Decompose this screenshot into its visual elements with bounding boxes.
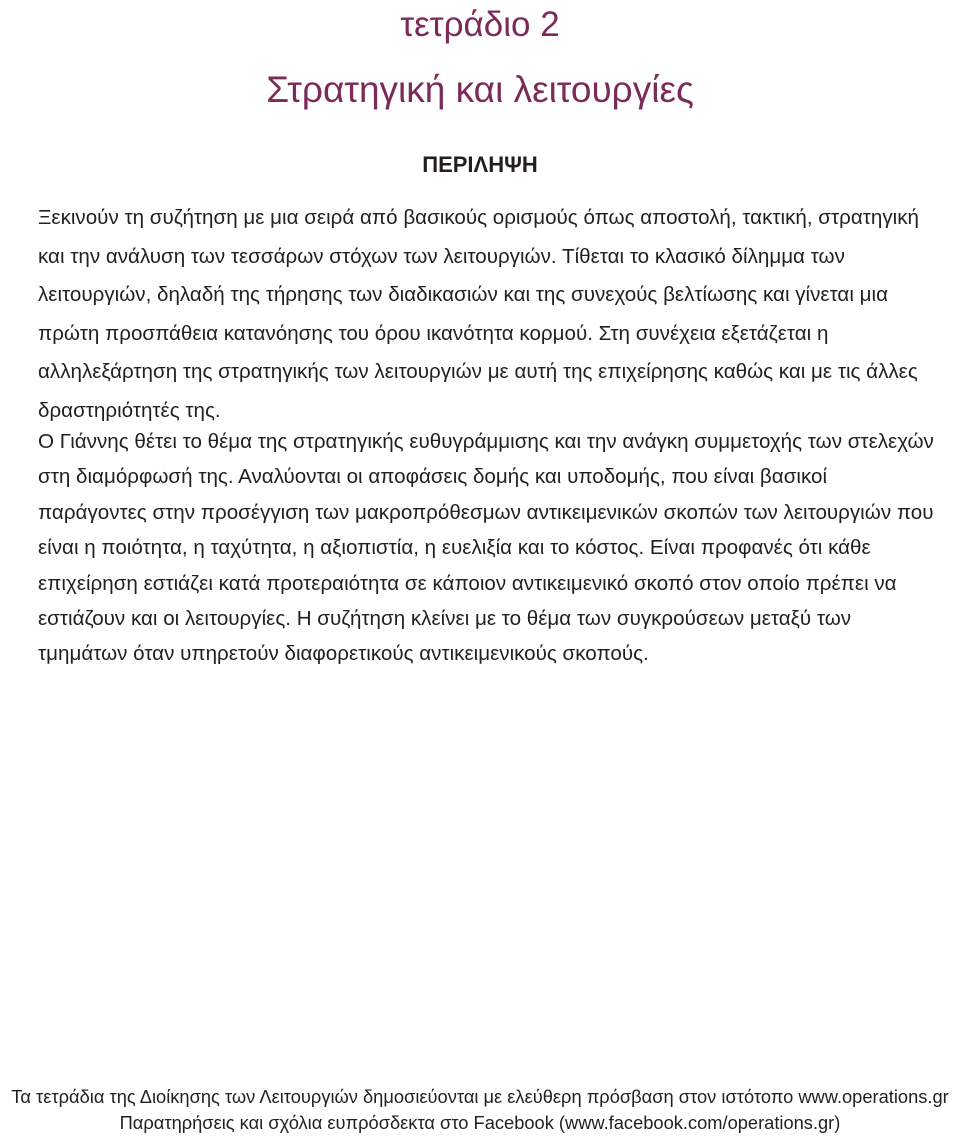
summary-paragraph-1: Ξεκινούν τη συζήτηση με μια σειρά από βασικούς ορισμούς όπως αποστολή, τακτική, στρατηγική και την ανάλυση των τεσσάρων στόχων των λειτουργιών. Τίθεται το κλασικό δίλημμα των λειτουργιών, δηλαδή της τήρησης των διαδικασιών και της συνεχούς βελτίωσης και γίνεται μια πρώτη προσπάθεια κατανόησης του όρου ικανότητα κορμού. Στη συνέχεια εξετάζεται η αλληλεξάρτηση της στρατηγικής των λειτουργιών με αυτή της επιχείρησης καθώς και με τις άλλες δραστηριότητές της.: [38, 206, 919, 422]
footer-publication-note: Τα τετράδια της Διοίκησης των Λειτουργιών δημοσιεύονται με ελεύθερη πρόσβαση στον ιστότοπο www.operations.gr: [11, 1086, 949, 1107]
notebook-label: τετράδιο 2: [400, 5, 560, 44]
page-title: Στρατηγική και λειτουργίες: [266, 69, 694, 110]
summary-heading: ΠΕΡΙΛΗΨΗ: [422, 152, 538, 177]
footer-feedback-note: Παρατηρήσεις και σχόλια ευπρόσδεκτα στο Facebook (www.facebook.com/operations.gr): [119, 1112, 841, 1133]
summary-paragraph-2: Ο Γιάννης θέτει το θέμα της στρατηγικής ευθυγράμμισης και την ανάγκη συμμετοχής των στελεχών στη διαμόρφωσή της. Αναλύονται οι αποφάσεις δομής και υποδομής, που είναι βασικοί παράγοντες στην προσέγγιση των μακροπρόθεσμων αντικειμενικών σκοπών των λειτουργιών που είναι η ποιότητα, η ταχύτητα, η αξιοπιστία, η ευελιξία και το κόστος. Είναι προφανές ότι κάθε επιχείρηση εστιάζει κατά προτεραιότητα σε κάποιον αντικειμενικό σκοπό στον οποίο πρέπει να εστιάζουν και οι λειτουργίες. Η συζήτηση κλείνει με το θέμα των συγκρούσεων μεταξύ των τμημάτων όταν υπηρετούν διαφορετικούς αντικειμενικούς σκοπούς.: [38, 430, 934, 666]
